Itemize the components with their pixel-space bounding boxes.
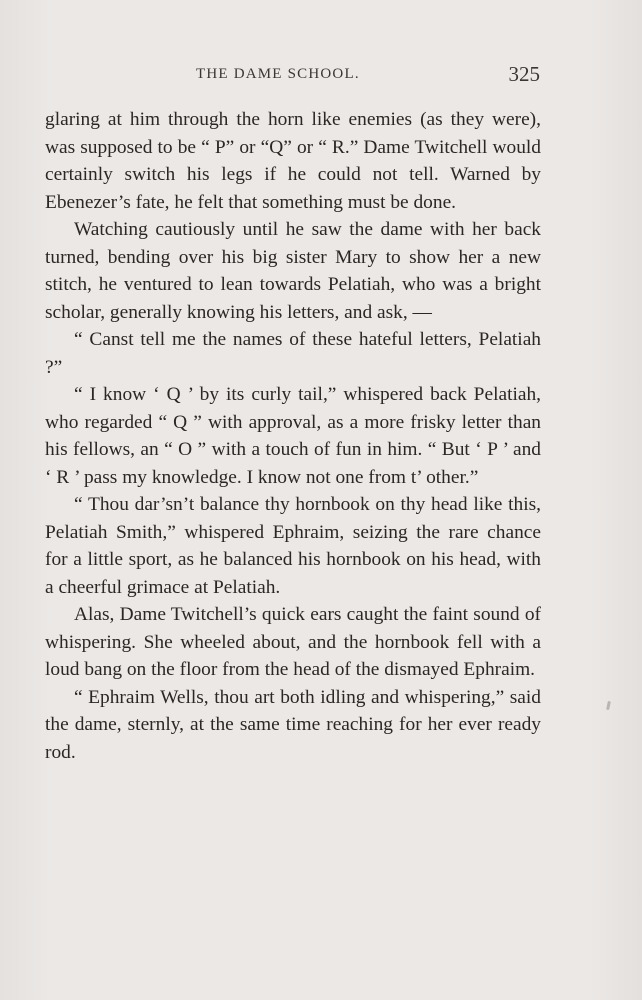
page-number: 325 (508, 62, 540, 86)
body-text (45, 106, 541, 766)
paragraph-7: “ Ephraim Wells, thou art both idling and whispering,” said the dame, sternly, at the same time reaching for her ever ready rod. (45, 686, 541, 763)
paragraph-2: Watching cautiously until he saw the dame with her back turned, bending over his big sister Mary to show her a new stitch, he ventured to lean towards Pelatiah, who was a bright scholar, generally knowing his letters, and ask, — (45, 219, 541, 323)
page-header (45, 62, 540, 88)
paragraph-1: glaring at him through the horn like enemies (as they were), was supposed to be “ P” or “Q” or “ R.” Dame Twitchell would certainly switch his legs if he could not tell. Warned by Ebenezer’s fate, he felt that something must be done. (45, 109, 541, 213)
paragraph-3: “ Canst tell me the names of these hateful letters, Pelatiah ?” (45, 329, 541, 378)
paragraph-5: “ Thou dar’sn’t balance thy hornbook on thy head like this, Pelatiah Smith,” whispered Ephraim, seizing the rare chance for a little sport, as he balanced his hornbook on his head, with a cheerful grimace at Pelatiah. (45, 494, 541, 598)
paragraph-4: “ I know ‘ Q ’ by its curly tail,” whispered back Pelatiah, who regarded “ Q ” with approval, as a more frisky letter than his fellows, an “ O ” with a touch of fun in him. “ But ‘ P ’ and ‘ R ’ pass my knowledge. I know not one from t’ other.” (45, 384, 541, 488)
paper-speck (606, 701, 611, 710)
paragraph-6: Alas, Dame Twitchell’s quick ears caught the faint sound of whispering. She wheeled about, and the hornbook fell with a loud bang on the floor from the head of the dismayed Ephraim. (45, 604, 541, 680)
running-head: THE DAME SCHOOL. (196, 66, 360, 82)
